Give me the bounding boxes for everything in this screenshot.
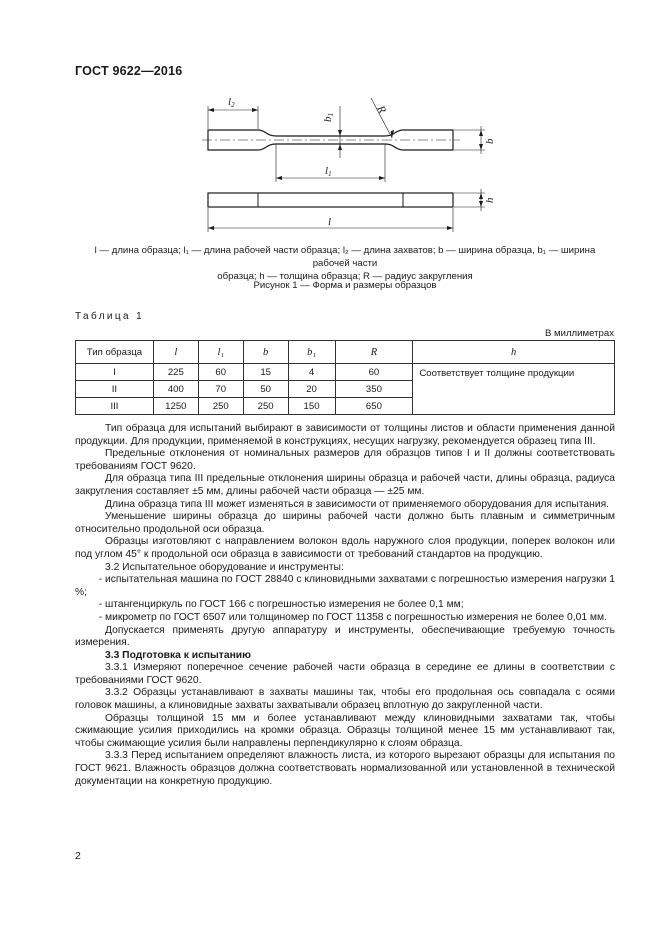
table-cell-h-note: Соответствует толщине продукции <box>413 364 615 415</box>
table-units: В миллиметрах <box>544 328 614 339</box>
label-R: R <box>374 103 389 116</box>
table-cell: 250 <box>198 398 243 415</box>
body-text <box>75 423 615 788</box>
paragraph: Образцы изготовляют с направлением волокон вдоль наружного слоя продукции, поперек волокон или под углом 45° к продольной оси образца в зависимости от требований стандартов на продукцию. <box>75 536 615 560</box>
col-header-type: Тип образца <box>76 341 154 364</box>
label-l: l <box>328 216 332 228</box>
paragraph: 3.3.3 Перед испытанием определяют влажность листа, из которого вырезают образцы для испытания по ГОСТ 9621. Влажность образцов должна соответствовать нормализованной или установленной в технической документации на конкретную продукцию. <box>75 750 615 787</box>
paragraph: 3.3.1 Измеряют поперечное сечение рабочей части образца в середине ее длины в соответствии с требованиями ГОСТ 9620. <box>75 662 615 686</box>
paragraph: 3.2 Испытательное оборудование и инструменты: <box>105 561 344 573</box>
table-cell: 650 <box>335 398 413 415</box>
specimen-size-table <box>75 340 615 415</box>
label-b: b <box>484 138 496 144</box>
paragraph: Тип образца для испытаний выбирают в зависимости от толщины листов и области применения данной продукции. Для продукции, применяемой в конструкциях, несущих нагрузку, рекомендуется образец типа III. <box>75 423 615 447</box>
figure-legend <box>75 244 615 283</box>
table-cell: I <box>76 364 154 381</box>
paragraph: Длина образца типа III может изменяться в зависимости от применяемого оборудования для испытания. <box>105 498 610 510</box>
paragraph: Допускается применять другую аппаратуру и инструменты, обеспечивающие требуемую точность измерения. <box>75 624 615 649</box>
col-header-l: l <box>153 341 198 364</box>
paragraph: Для образца типа III предельные отклонения ширины образца и рабочей части, длины образца, радиуса закругления составляет ±5 мм, длины рабочей части образца — ±25 мм. <box>75 473 615 497</box>
table-cell: 60 <box>335 364 413 381</box>
paragraph: Образцы толщиной 15 мм и более устанавливают между клиновидными захватами так, чтобы сжимающие усилия приходились на кромки образца. Образцы толщиной менее 15 мм устанавливают так, чтобы сжимающие усилия были направлены перпендикулярно к слоям образца. <box>75 712 615 749</box>
col-header-b: b <box>243 341 288 364</box>
table-cell: 15 <box>243 364 288 381</box>
table-header-row <box>76 341 615 364</box>
table-cell: 250 <box>243 398 288 415</box>
table-cell: 350 <box>335 381 413 398</box>
figure-legend-line-2: образца; h — толщина образца; R — радиус закругления <box>217 271 473 282</box>
label-l2: l2 <box>228 96 235 109</box>
list-item: - штангенциркуль по ГОСТ 166 с погрешностью измерения не более 0,1 мм; <box>98 599 464 611</box>
standard-header: ГОСТ 9622—2016 <box>75 64 183 78</box>
paragraph: Предельные отклонения от номинальных размеров для образцов типов I и II должны соответствовать требованиям ГОСТ 9620. <box>75 448 615 472</box>
table-cell: 60 <box>198 364 243 381</box>
paragraph: 3.3.2 Образцы устанавливают в захваты машины так, чтобы его продольная ось совпадала с осями головок машины, а клиновидные захваты захватывали образец вплотную до закругленной части. <box>75 687 615 712</box>
figure-legend-line-1: l — длина образца; l₁ — длина рабочей части образца; l₂ — длина захватов; b — ширина образца, b₁ — ширина рабочей части <box>94 245 596 269</box>
col-header-R: R <box>335 341 413 364</box>
table-cell: 150 <box>288 398 335 415</box>
table-cell: III <box>76 398 154 415</box>
table-cell: 20 <box>288 381 335 398</box>
table-cell: 1250 <box>153 398 198 415</box>
table-cell: 70 <box>198 381 243 398</box>
table-cell: 400 <box>153 381 198 398</box>
label-b1: b1 <box>322 113 335 122</box>
label-h: h <box>484 197 496 203</box>
page-number: 2 <box>75 850 81 862</box>
table-cell: II <box>76 381 154 398</box>
paragraph: Уменьшение ширины образца до ширины рабочей части должно быть плавным и симметричным относительно продольной оси образца. <box>75 511 615 535</box>
list-item: - микрометр по ГОСТ 6507 или толщиномер по ГОСТ 11358 с погрешностью измерения не более 0,01 мм. <box>98 611 607 623</box>
col-header-l1: l₁ <box>198 341 243 364</box>
table-cell: 225 <box>153 364 198 381</box>
col-header-b1: b₁ <box>288 341 335 364</box>
table-cell: 50 <box>243 381 288 398</box>
specimen-drawing <box>200 86 500 246</box>
figure-caption: Рисунок 1 — Форма и размеры образцов <box>253 280 437 291</box>
table-label: Таблица 1 <box>75 311 145 322</box>
list-item: - испытательная машина по ГОСТ 28840 с клиновидными захватами с погрешностью измерения нагрузки 1 %; <box>75 574 615 598</box>
col-header-h: h <box>413 341 615 364</box>
section-heading: 3.3 Подготовка к испытанию <box>105 649 251 661</box>
table-cell: 4 <box>288 364 335 381</box>
table-row <box>76 364 615 381</box>
label-l1: l1 <box>325 165 332 178</box>
